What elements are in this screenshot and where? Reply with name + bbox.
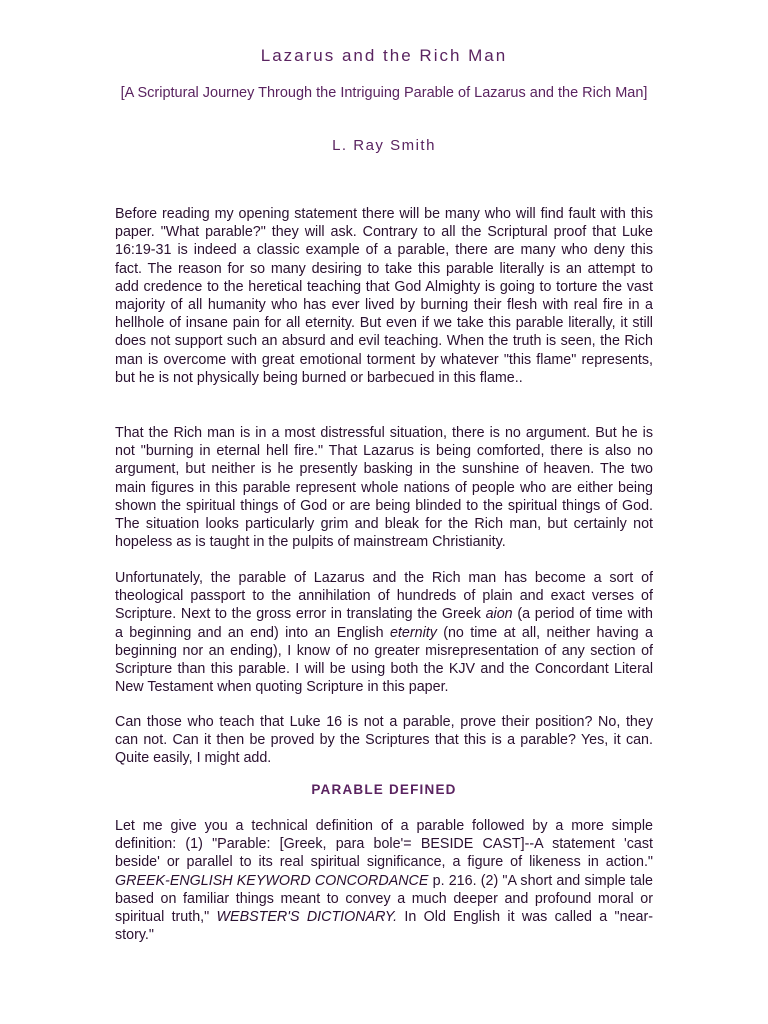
paragraph-opening: Before reading my opening statement there will be many who will find fault with this paper. "What parable?" they will ask. Contrary to all the Scriptural proof that Luke 16:19-31 is indeed a classic example of a parable, there are many who deny this fact. The reason for so many desiring to take this parable literally is an attempt to add credence to the heretical teaching that God Almighty is going to torture the vast majority of all humanity who has ever lived by burning their flesh with real fire in a hellhole of insane pain for all eternity. But even if we take this parable literally, it still does not support such an absurd and evil teaching. When the truth is seen, the Rich man is overcome with great emotional torment by whatever "this flame" represents, but he is not physically being burned or barbecued in this flame.. (115, 206, 653, 386)
paragraph-theological-passport (115, 569, 653, 696)
text-segment: (a period of time with a beginning and an end) into an English (115, 606, 653, 641)
citation-dictionary: WEBSTER'S DICTIONARY. (216, 909, 398, 926)
text-segment: p. 216. (2) "A short and simple tale based on familiar things meant to convey a much deeper and profound moral or spiritual truth," (115, 872, 653, 926)
text-segment: Unfortunately, the parable of Lazarus and the Rich man has become a sort of theological passport to the annihilation of hundreds of plain and exact verses of Scripture. Next to the gross error in translating the Greek (115, 570, 653, 623)
paragraph-rich-man-situation: That the Rich man is in a most distressful situation, there is no argument. But he is not "burning in eternal hell fire." That Lazarus is being comforted, there is also no argument, but neither is he presently basking in the sunshine of heaven. The two main figures in this parable represent whole nations of people who are either being shown the spiritual things of God or are being blinded to the spiritual things of God. The situation looks particularly grim and bleak for the Rich man, but certainly not hopeless as is taught in the pulpits of mainstream Christianity. (115, 425, 653, 551)
text-segment: Let me give you a technical definition of a parable followed by a more simple definition: (1) "Parable: [Greek, para bole'= BESIDE CAST]--A statement 'cast beside' or parallel to its real spiritual significance, a figure of likeness in action." (115, 818, 653, 871)
term-eternity: eternity (389, 624, 437, 641)
text-segment: In Old English it was called a "near-story." (115, 909, 653, 944)
section-heading-parable-defined: PARABLE DEFINED (311, 782, 457, 797)
document-subtitle: [A Scriptural Journey Through the Intriguing Parable of Lazarus and the Rich Man] (120, 85, 648, 101)
paragraph-parable-definition (115, 817, 653, 944)
text-segment: (no time at all, neither having a beginning nor an ending), I know of no greater misrepresentation of any section of Scripture than this parable. I will be using both the KJV and the Concordant Literal New Testament when quoting Scripture in this paper. (115, 624, 653, 696)
paragraph-prove-position: Can those who teach that Luke 16 is not a parable, prove their position? No, they can not. Can it then be proved by the Scriptures that this is a parable? Yes, it can. Quite easily, I might add. (115, 714, 653, 767)
document-title: Lazarus and the Rich Man (260, 46, 508, 65)
document-author: L. Ray Smith (332, 137, 436, 154)
term-aion: aion (485, 606, 513, 623)
citation-concordance: GREEK-ENGLISH KEYWORD CONCORDANCE (115, 872, 429, 889)
